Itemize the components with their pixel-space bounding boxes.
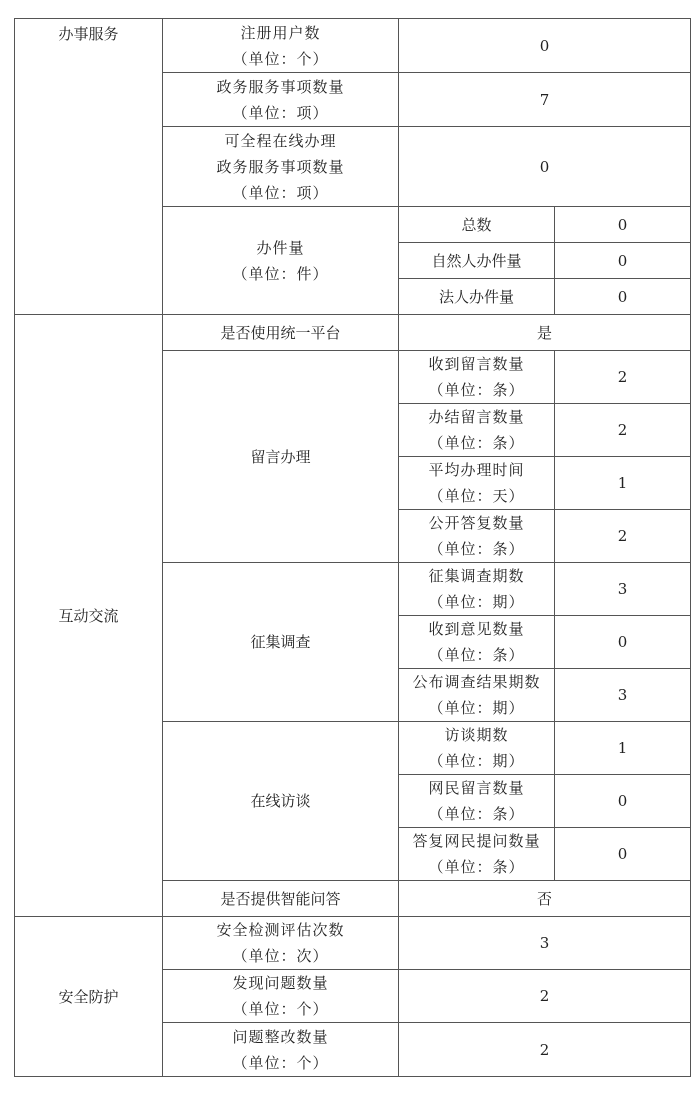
messages-avg-time-value: 1 (555, 457, 691, 510)
full-online-value: 0 (399, 127, 691, 207)
messages-public-label: 公开答复数量 （单位：条） (399, 510, 555, 563)
interview-answers-label: 答复网民提问数量 （单位：条） (399, 828, 555, 881)
survey-results-value: 3 (555, 669, 691, 722)
cases-natural-value: 0 (555, 243, 691, 279)
smart-qa-label: 是否提供智能问答 (163, 881, 399, 917)
issues-found-value: 2 (399, 970, 691, 1023)
issues-fixed-value: 2 (399, 1023, 691, 1077)
interview-periods-value: 1 (555, 722, 691, 775)
reg-users-label: 注册用户数 （单位：个） (163, 19, 399, 73)
cases-legal-label: 法人办件量 (399, 279, 555, 315)
messages-finished-value: 2 (555, 404, 691, 457)
survey-periods-value: 3 (555, 563, 691, 616)
messages-avg-time-label: 平均办理时间 （单位：天） (399, 457, 555, 510)
issues-fixed-label: 问题整改数量 （单位：个） (163, 1023, 399, 1077)
interview-answers-value: 0 (555, 828, 691, 881)
interview-label: 在线访谈 (163, 722, 399, 881)
messages-received-label: 收到留言数量 （单位：条） (399, 351, 555, 404)
smart-qa-value: 否 (399, 881, 691, 917)
messages-received-value: 2 (555, 351, 691, 404)
unified-platform-value: 是 (399, 315, 691, 351)
category-banshi: 办事服务 (15, 19, 163, 315)
messages-finished-label: 办结留言数量 （单位：条） (399, 404, 555, 457)
items-count-label: 政务服务事项数量 （单位：项） (163, 73, 399, 127)
reg-users-value: 0 (399, 19, 691, 73)
interview-netizen-msgs-value: 0 (555, 775, 691, 828)
interview-periods-label: 访谈期数 （单位：期） (399, 722, 555, 775)
cases-legal-value: 0 (555, 279, 691, 315)
cases-natural-label: 自然人办件量 (399, 243, 555, 279)
survey-periods-label: 征集调查期数 （单位：期） (399, 563, 555, 616)
category-hudong: 互动交流 (15, 315, 163, 917)
full-online-label: 可全程在线办理 政务服务事项数量 （单位：项） (163, 127, 399, 207)
messages-label: 留言办理 (163, 351, 399, 563)
messages-public-value: 2 (555, 510, 691, 563)
survey-opinions-value: 0 (555, 616, 691, 669)
cases-total-label: 总数 (399, 207, 555, 243)
survey-label: 征集调查 (163, 563, 399, 722)
survey-opinions-label: 收到意见数量 （单位：条） (399, 616, 555, 669)
cases-label: 办件量 （单位：件） (163, 207, 399, 315)
survey-results-label: 公布调查结果期数 （单位：期） (399, 669, 555, 722)
cases-total-value: 0 (555, 207, 691, 243)
security-checks-label: 安全检测评估次数 （单位：次） (163, 917, 399, 970)
items-count-value: 7 (399, 73, 691, 127)
interview-netizen-msgs-label: 网民留言数量 （单位：条） (399, 775, 555, 828)
statistics-table (14, 18, 691, 1077)
category-anquan: 安全防护 (15, 917, 163, 1077)
issues-found-label: 发现问题数量 （单位：个） (163, 970, 399, 1023)
unified-platform-label: 是否使用统一平台 (163, 315, 399, 351)
security-checks-value: 3 (399, 917, 691, 970)
